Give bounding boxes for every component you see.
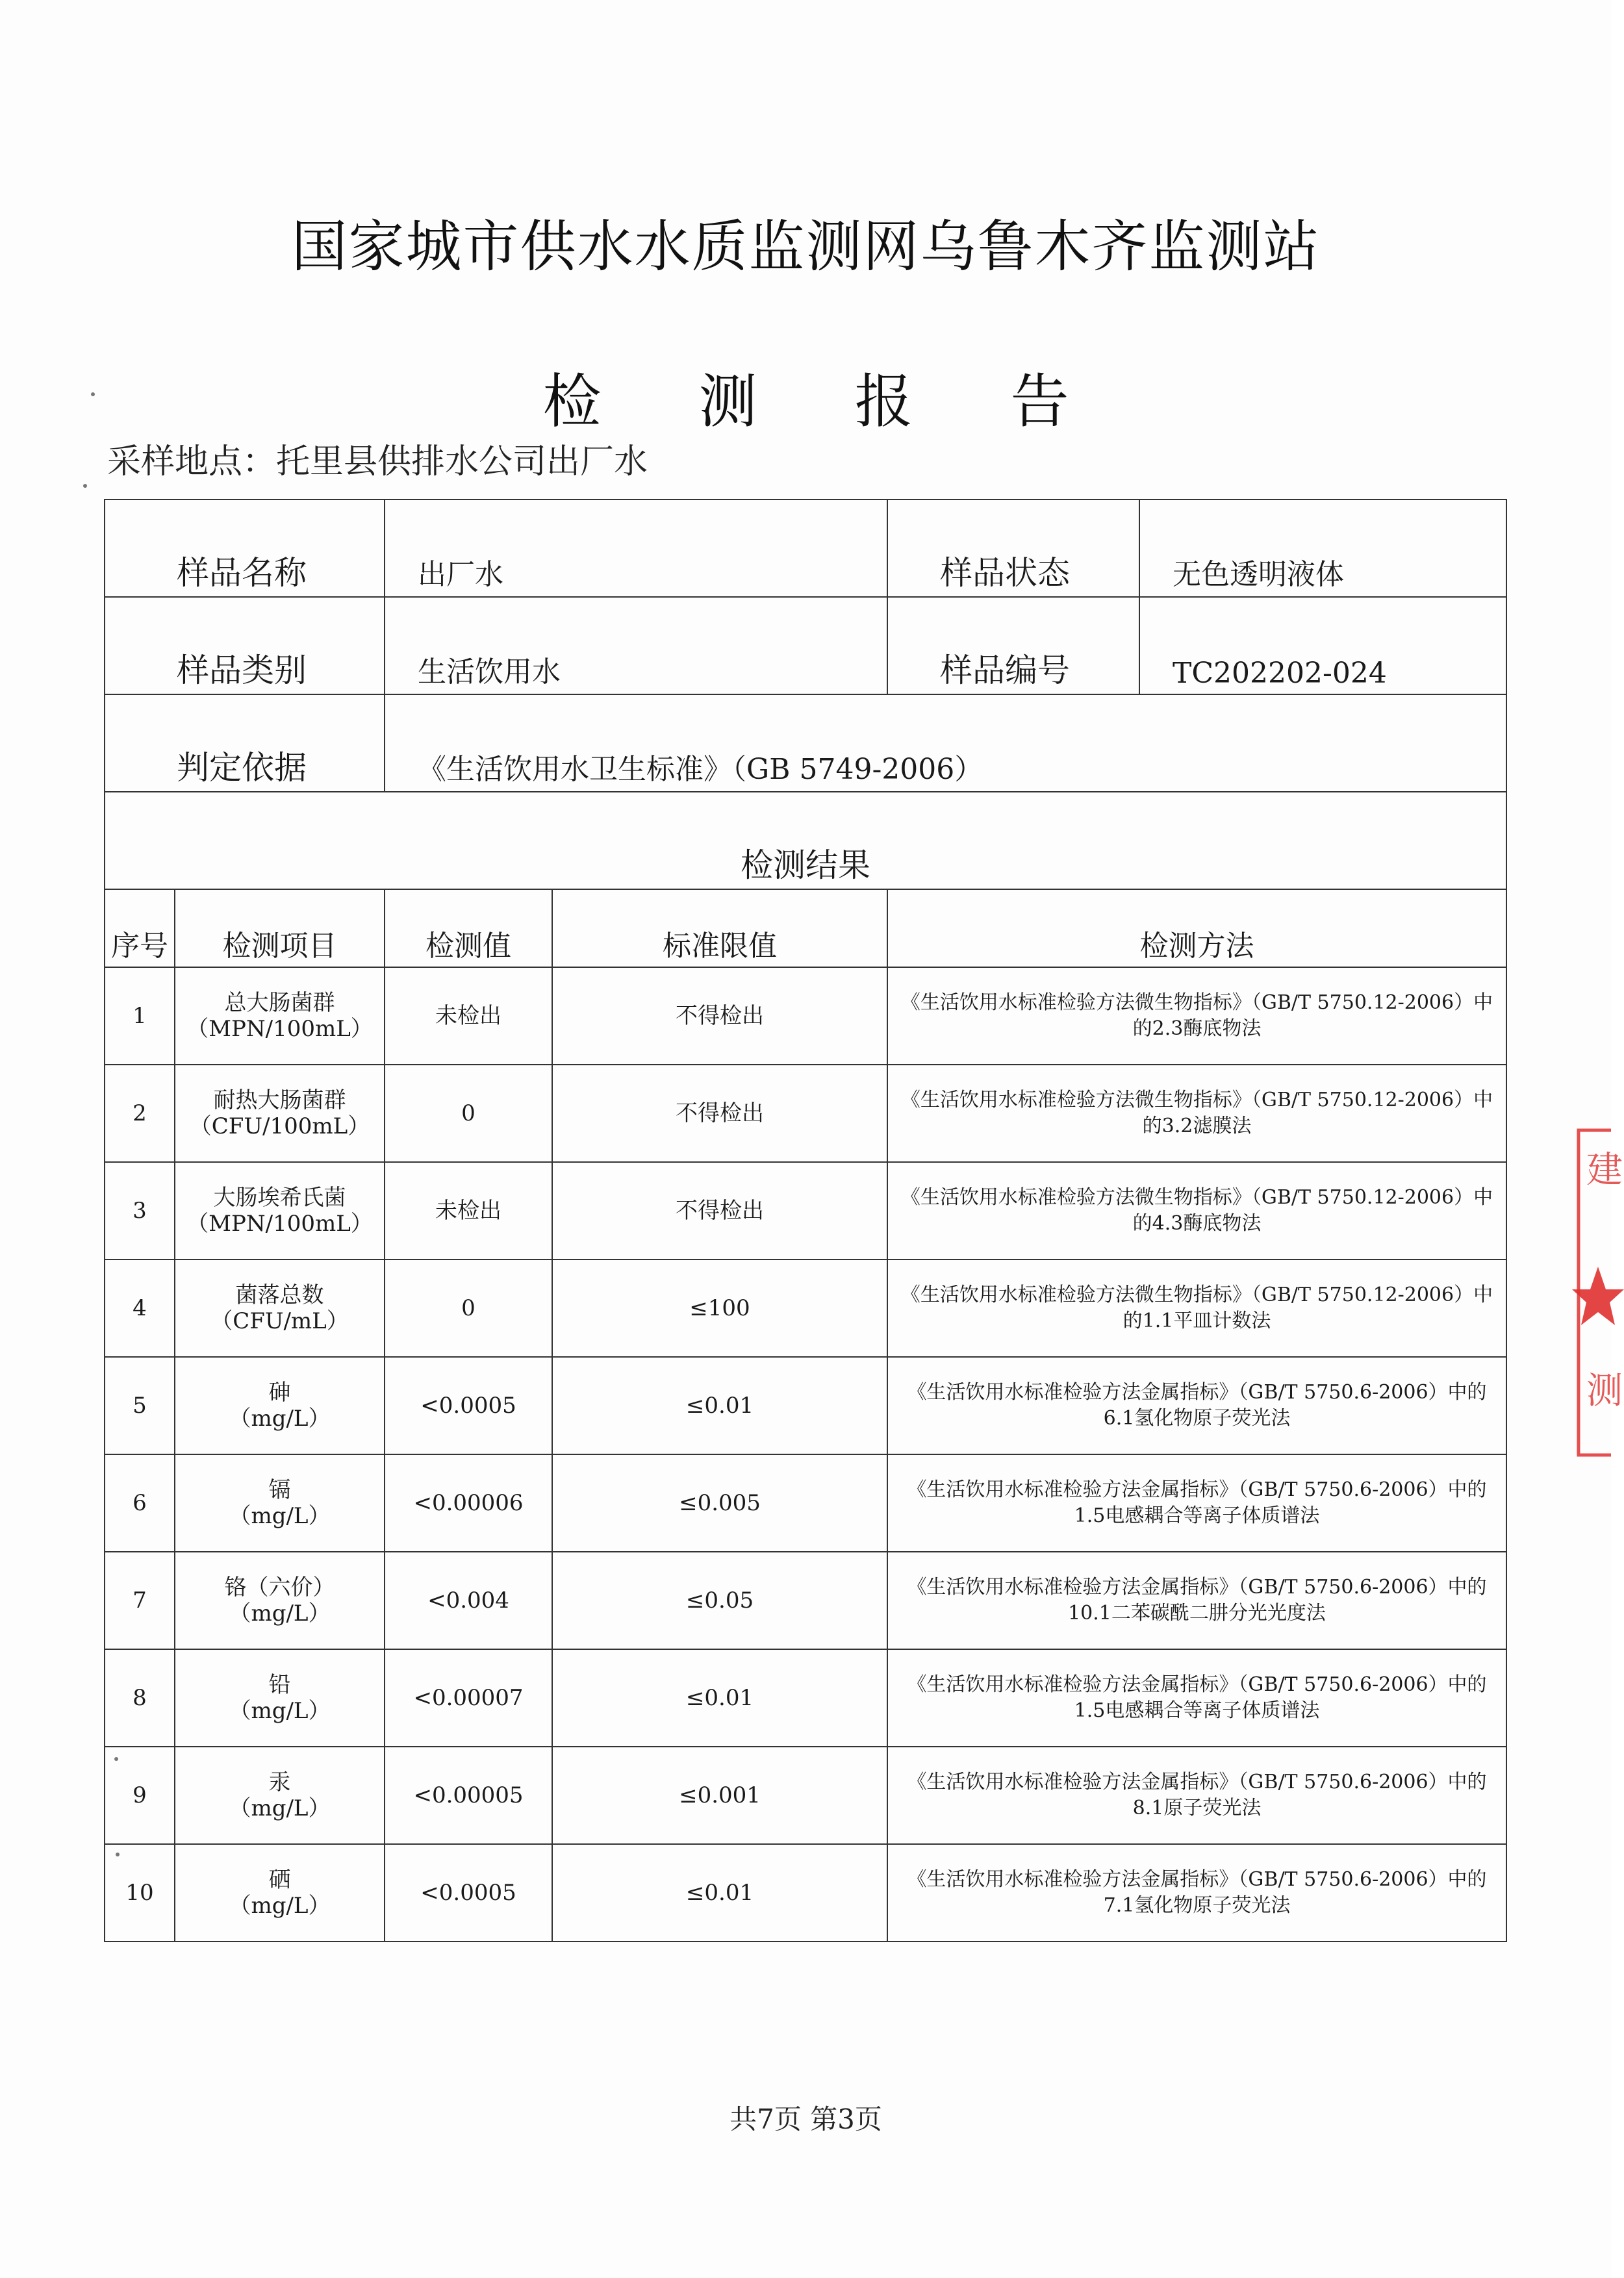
test-method-line2: 的1.1平皿计数法 (1123, 1310, 1271, 1332)
test-value: <0.004 (385, 1552, 552, 1649)
results-title-row (105, 792, 1506, 889)
test-method (887, 1162, 1506, 1259)
col-header-value: 检测值 (385, 889, 552, 967)
info-row-2 (105, 597, 1506, 694)
row-number: 6 (105, 1454, 175, 1552)
standard-limit: ≤0.001 (552, 1747, 887, 1844)
report-table (104, 499, 1507, 1942)
standard-limit: ≤0.01 (552, 1844, 887, 1942)
test-method (887, 1747, 1506, 1844)
result-row (105, 1747, 1506, 1844)
info-row-1 (105, 500, 1506, 597)
test-value: <0.0005 (385, 1844, 552, 1942)
sample-state-value: 无色透明液体 (1139, 500, 1506, 597)
test-value: 0 (385, 1259, 552, 1357)
row-number: 4 (105, 1259, 175, 1357)
test-item-name: 大肠埃希氏菌 (213, 1185, 346, 1211)
test-method-line1: 《生活饮用水标准检验方法金属指标》（GB/T 5750.6-2006）中的 (907, 1478, 1487, 1501)
test-item (175, 1259, 385, 1357)
test-item (175, 1065, 385, 1162)
test-item-name: 镉 (268, 1477, 291, 1503)
test-item-name: 汞 (268, 1769, 291, 1795)
test-item-name: 菌落总数 (235, 1282, 324, 1308)
test-method-line2: 8.1原子荧光法 (1132, 1797, 1262, 1819)
test-method-line1: 《生活饮用水标准检验方法微生物指标》（GB/T 5750.12-2006）中 (900, 1284, 1493, 1306)
sample-state-label: 样品状态 (887, 500, 1139, 597)
row-number: 5 (105, 1357, 175, 1454)
test-item-unit: （CFU/100mL） (189, 1113, 370, 1139)
standard-limit: ≤0.005 (552, 1454, 887, 1552)
test-item (175, 1747, 385, 1844)
result-row (105, 1552, 1506, 1649)
col-header-item: 检测项目 (175, 889, 385, 967)
test-item-name: 耐热大肠菌群 (213, 1087, 346, 1113)
scan-speck (114, 1757, 118, 1761)
col-header-no: 序号 (105, 889, 175, 967)
test-item-name: 铅 (268, 1672, 291, 1698)
results-title: 检测结果 (105, 792, 1506, 889)
test-item-name: 总大肠菌群 (224, 990, 335, 1016)
test-method (887, 1552, 1506, 1649)
col-header-limit: 标准限值 (552, 889, 887, 967)
test-method-line2: 的4.3酶底物法 (1132, 1212, 1262, 1235)
test-method-line1: 《生活饮用水标准检验方法金属指标》（GB/T 5750.6-2006）中的 (907, 1673, 1487, 1696)
scan-speck (83, 484, 87, 488)
standard-limit: 不得检出 (552, 967, 887, 1065)
scan-speck (91, 392, 95, 396)
test-item (175, 1552, 385, 1649)
test-item-unit: （MPN/100mL） (186, 1211, 373, 1237)
sample-number-value: TC202202-024 (1139, 597, 1506, 694)
result-row (105, 1259, 1506, 1357)
scan-speck (116, 1853, 120, 1856)
test-item-unit: （mg/L） (229, 1893, 331, 1919)
test-item (175, 1844, 385, 1942)
result-row (105, 1454, 1506, 1552)
test-method-line1: 《生活饮用水标准检验方法金属指标》（GB/T 5750.6-2006）中的 (907, 1771, 1487, 1793)
seal-stamp (1572, 1130, 1624, 1455)
test-method-line1: 《生活饮用水标准检验方法微生物指标》（GB/T 5750.12-2006）中 (900, 1186, 1493, 1209)
test-item (175, 1162, 385, 1259)
test-method (887, 1649, 1506, 1747)
result-row (105, 1844, 1506, 1942)
test-method (887, 1454, 1506, 1552)
test-value: <0.00007 (385, 1649, 552, 1747)
result-row (105, 967, 1506, 1065)
test-item-unit: （CFU/mL） (210, 1308, 349, 1334)
sample-type-label: 样品类别 (105, 597, 385, 694)
standard-limit: ≤0.05 (552, 1552, 887, 1649)
test-method-line1: 《生活饮用水标准检验方法金属指标》（GB/T 5750.6-2006）中的 (907, 1868, 1487, 1891)
page-number: 共7页 第3页 (730, 2103, 882, 2135)
standard-limit: ≤100 (552, 1259, 887, 1357)
test-item-unit: （mg/L） (229, 1698, 331, 1724)
test-item-unit: （mg/L） (229, 1503, 331, 1529)
standard-limit: ≤0.01 (552, 1357, 887, 1454)
test-method (887, 1065, 1506, 1162)
row-number: 10 (105, 1844, 175, 1942)
stamp-char-1: 建 (1586, 1149, 1623, 1191)
result-row (105, 1065, 1506, 1162)
test-method-line2: 10.1二苯碳酰二肼分光光度法 (1068, 1602, 1326, 1625)
test-value: <0.0005 (385, 1357, 552, 1454)
test-item-unit: （MPN/100mL） (186, 1016, 373, 1042)
sampling-location: 采样地点：托里县供排水公司出厂水 (107, 442, 648, 481)
test-value: <0.00005 (385, 1747, 552, 1844)
sample-name-label: 样品名称 (105, 500, 385, 597)
test-method (887, 1357, 1506, 1454)
result-row (105, 1649, 1506, 1747)
test-method-line1: 《生活饮用水标准检验方法微生物指标》（GB/T 5750.12-2006）中 (900, 1089, 1493, 1111)
basis-label: 判定依据 (105, 694, 385, 792)
test-method-line1: 《生活饮用水标准检验方法金属指标》（GB/T 5750.6-2006）中的 (907, 1381, 1487, 1404)
test-item-name: 硒 (268, 1867, 291, 1893)
standard-limit: 不得检出 (552, 1065, 887, 1162)
result-rows (105, 967, 1506, 1942)
info-row-3 (105, 694, 1506, 792)
sample-name-value: 出厂水 (385, 500, 887, 597)
test-item-name: 铬（六价） (224, 1575, 335, 1601)
basis-value: 《生活饮用水卫生标准》（GB 5749-2006） (385, 694, 1506, 792)
test-item (175, 967, 385, 1065)
test-item (175, 1454, 385, 1552)
test-item (175, 1649, 385, 1747)
result-row (105, 1162, 1506, 1259)
test-method-line2: 1.5电感耦合等离子体质谱法 (1074, 1504, 1320, 1527)
column-header-row (105, 889, 1506, 967)
test-method-line2: 的2.3酶底物法 (1132, 1017, 1262, 1040)
test-method-line2: 1.5电感耦合等离子体质谱法 (1074, 1699, 1320, 1722)
test-method (887, 1844, 1506, 1942)
test-item-unit: （mg/L） (229, 1795, 331, 1821)
test-item-name: 砷 (268, 1380, 291, 1406)
test-value: 0 (385, 1065, 552, 1162)
test-method (887, 1259, 1506, 1357)
test-item-unit: （mg/L） (229, 1406, 331, 1432)
row-number: 8 (105, 1649, 175, 1747)
test-method-line2: 6.1氢化物原子荧光法 (1103, 1407, 1291, 1430)
test-method-line2: 7.1氢化物原子荧光法 (1103, 1894, 1291, 1917)
report-title: 检测报告 (542, 368, 1167, 436)
test-item-unit: （mg/L） (229, 1601, 331, 1626)
test-value: 未检出 (385, 967, 552, 1065)
test-method-line2: 的3.2滤膜法 (1142, 1115, 1252, 1137)
test-value: 未检出 (385, 1162, 552, 1259)
row-number: 3 (105, 1162, 175, 1259)
standard-limit: ≤0.01 (552, 1649, 887, 1747)
col-header-method: 检测方法 (887, 889, 1506, 967)
test-item (175, 1357, 385, 1454)
sample-number-label: 样品编号 (887, 597, 1139, 694)
stamp-char-2: 测 (1586, 1370, 1623, 1412)
sample-type-value: 生活饮用水 (385, 597, 887, 694)
test-method (887, 967, 1506, 1065)
organization-title: 国家城市供水水质监测网乌鲁木齐监测站 (291, 214, 1321, 279)
test-method-line1: 《生活饮用水标准检验方法微生物指标》（GB/T 5750.12-2006）中 (900, 991, 1493, 1014)
result-row (105, 1357, 1506, 1454)
row-number: 9 (105, 1747, 175, 1844)
row-number: 2 (105, 1065, 175, 1162)
test-method-line1: 《生活饮用水标准检验方法金属指标》（GB/T 5750.6-2006）中的 (907, 1576, 1487, 1599)
test-value: <0.00006 (385, 1454, 552, 1552)
row-number: 7 (105, 1552, 175, 1649)
standard-limit: 不得检出 (552, 1162, 887, 1259)
row-number: 1 (105, 967, 175, 1065)
